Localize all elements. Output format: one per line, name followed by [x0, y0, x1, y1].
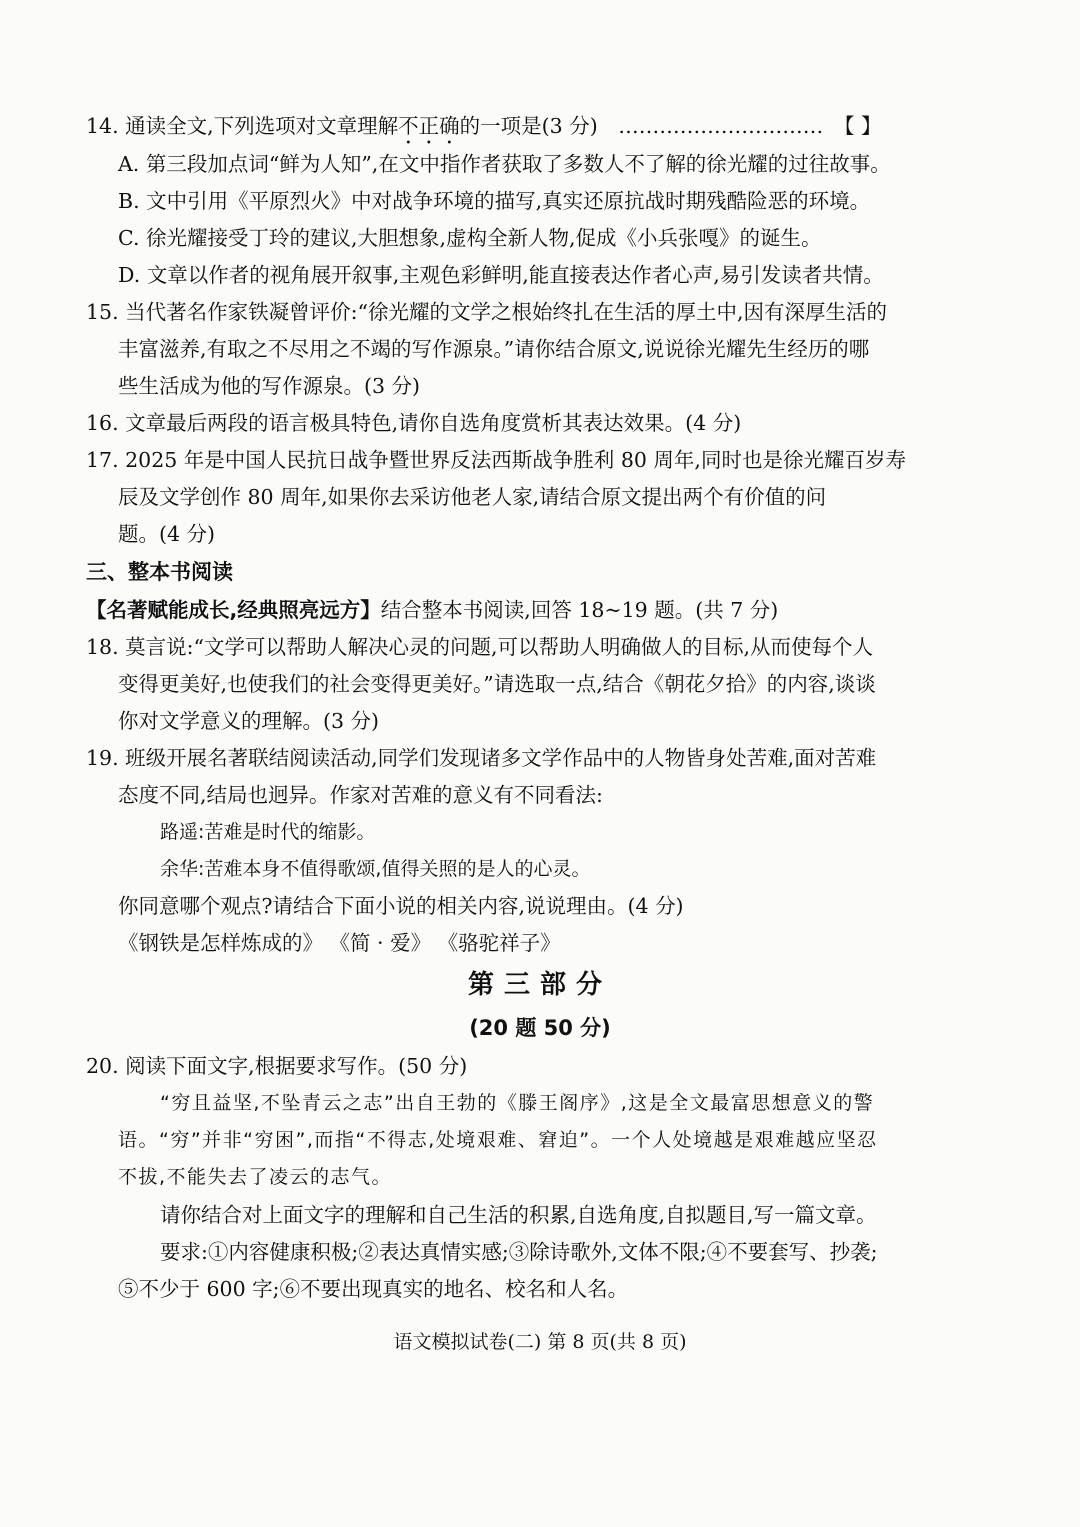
- q16-line-1: 16. 文章最后两段的语言极具特色,请你自选角度赏析其表达效果。(4 分): [86, 411, 742, 435]
- q19-quote-yuhua: 余华:苦难本身不值得歌颂,值得关照的是人的心灵。: [160, 858, 591, 880]
- q20-task: 请你结合对上面文字的理解和自己生活的积累,自选角度,自拟题目,写一篇文章。: [160, 1203, 877, 1227]
- q14-leader-dots: …………………………: [618, 114, 824, 138]
- q14-option-a: A. 第三段加点词“鲜为人知”,在文中指作者获取了多数人不了解的徐光耀的过往故事。: [118, 152, 891, 176]
- q17-line-2: 辰及文学创作 80 周年,如果你去采访他老人家,请结合原文提出两个有价值的问: [118, 485, 827, 509]
- section-3-intro: [86, 596, 778, 624]
- q19-line-2: 态度不同,结局也迥异。作家对苦难的意义有不同看法:: [118, 783, 603, 807]
- q14-stem: [86, 112, 823, 149]
- part-3-subtitle: (20 题 50 分): [469, 1016, 611, 1040]
- q15-line-2: 丰富滋养,有取之不尽用之不竭的写作源泉。”请你结合原文,说说徐光耀先生经历的哪: [118, 337, 870, 361]
- q14-answer-bracket: 【 】: [834, 114, 882, 138]
- q19-ask: 你同意哪个观点?请结合下面小说的相关内容,说说理由。(4 分): [118, 894, 684, 918]
- q20-material-line-3: 不拔,不能失去了凌云的志气。: [118, 1166, 393, 1188]
- q14-stem-b: 的一项是(3 分): [459, 114, 598, 138]
- q19-line-1: 19. 班级开展名著联结阅读活动,同学们发现诸多文学作品中的人物皆身处苦难,面对苦难: [86, 746, 877, 770]
- q20-requirements-line-2: ⑤不少于 600 字;⑥不要出现真实的地名、校名和人名。: [118, 1277, 629, 1301]
- q15-line-3: 些生活成为他的写作源泉。(3 分): [118, 374, 421, 398]
- q17-line-1: 17. 2025 年是中国人民抗日战争暨世界反法西斯战争胜利 80 周年,同时也是徐光耀百岁寿: [86, 448, 906, 472]
- q17-line-3: 题。(4 分): [118, 522, 216, 546]
- q20-stem: 20. 阅读下面文字,根据要求写作。(50 分): [86, 1054, 468, 1078]
- q18-line-2: 变得更美好,也使我们的社会变得更美好。”请选取一点,结合《朝花夕拾》的内容,谈谈: [118, 672, 876, 696]
- section-3-intro-title: 【名著赋能成长,经典照亮远方】: [86, 598, 381, 622]
- q20-material-line-2: 语。“穷”并非“穷困”,而指“不得志,处境艰难、窘迫”。一个人处境越是艰难越应坚忍: [118, 1129, 878, 1151]
- q20-material-line-1: “穷且益坚,不坠青云之志”出自王勃的《滕王阁序》,这是全文最富思想意义的警: [160, 1092, 875, 1114]
- q19-quote-luyao: 路遥:苦难是时代的缩影。: [160, 821, 376, 843]
- q14-stem-emphasis: 不正确: [398, 114, 460, 138]
- q19-book-list: 《钢铁是怎样炼成的》 《简 · 爱》 《骆驼祥子》: [118, 931, 561, 955]
- page-footer: 语文模拟试卷(二) 第 8 页(共 8 页): [393, 1331, 687, 1353]
- section-3-heading: 三、整本书阅读: [86, 560, 233, 584]
- q14-option-b: B. 文中引用《平原烈火》中对战争环境的描写,真实还原抗战时期残酷险恶的环境。: [118, 189, 871, 213]
- q20-requirements-line-1: 要求:①内容健康积极;②表达真情实感;③除诗歌外,文体不限;④不要套写、抄袭;: [160, 1240, 878, 1264]
- q18-line-1: 18. 莫言说:“文学可以帮助人解决心灵的问题,可以帮助人明确做人的目标,从而使每个人: [86, 635, 874, 659]
- q14-stem-a: 14. 通读全文,下列选项对文章理解: [86, 114, 399, 138]
- q15-line-1: 15. 当代著名作家铁凝曾评价:“徐光耀的文学之根始终扎在生活的厚土中,因有深厚生活的: [86, 300, 888, 324]
- section-3-intro-text: 结合整本书阅读,回答 18~19 题。(共 7 分): [380, 598, 779, 622]
- q18-line-3: 你对文学意义的理解。(3 分): [118, 709, 380, 733]
- q14-option-c: C. 徐光耀接受丁玲的建议,大胆想象,虚构全新人物,促成《小兵张嘎》的诞生。: [118, 226, 822, 250]
- q14-option-d: D. 文章以作者的视角展开叙事,主观色彩鲜明,能直接表达作者心声,易引发读者共情。: [118, 263, 884, 287]
- part-3-title: 第三部分: [467, 970, 612, 1000]
